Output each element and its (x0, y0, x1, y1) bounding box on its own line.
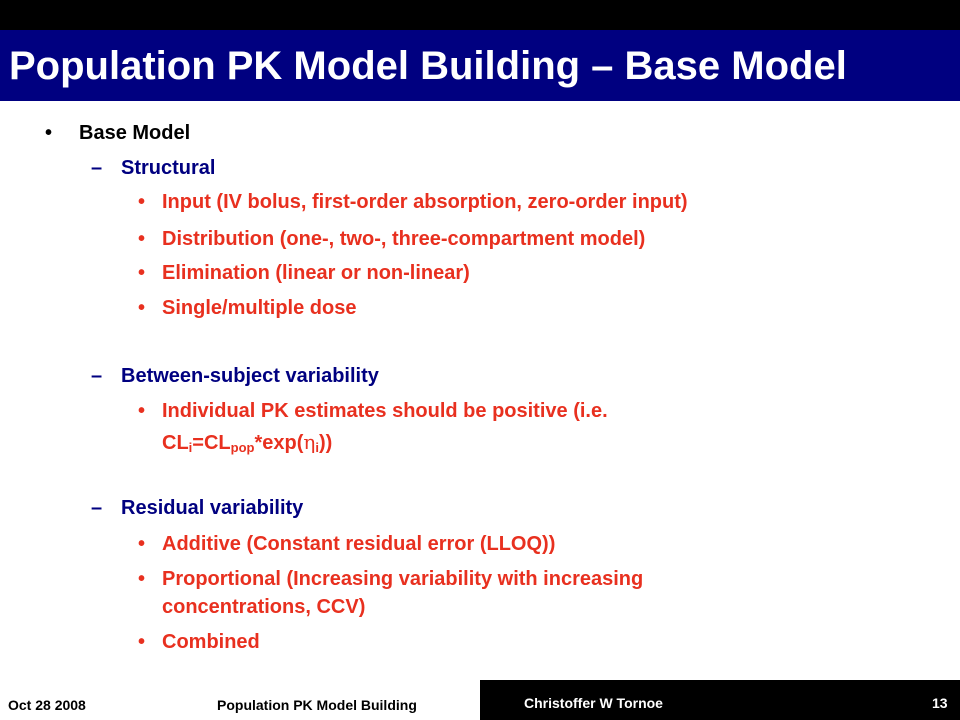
list-item-text: Individual PK estimates should be positive (i.e. (162, 400, 608, 422)
formula-close: )) (318, 432, 333, 454)
bullet-marker: • (138, 568, 146, 590)
cl-formula (162, 430, 332, 455)
bullet-marker: • (138, 228, 146, 250)
formula-cl: CL (162, 432, 189, 454)
list-item-text: concentrations, CCV) (162, 596, 366, 618)
page-number: 13 (932, 695, 948, 711)
dash-marker: – (91, 497, 103, 519)
bullet-marker: • (45, 122, 53, 144)
bullet-marker: • (138, 400, 146, 422)
formula-sub-pop: pop (230, 440, 255, 455)
bullet-base-model-text: Base Model (79, 122, 191, 144)
subheading-structural-text: Structural (121, 157, 216, 179)
bullet-marker: • (138, 262, 146, 284)
subheading-residual-text: Residual variability (121, 497, 304, 519)
list-item-text: Distribution (one-, two-, three-compartment model) (162, 228, 646, 250)
dash-marker: – (91, 157, 103, 179)
formula-sub-eta-i: i (315, 440, 319, 455)
footer-date: Oct 28 2008 (8, 697, 86, 713)
dash-marker: – (91, 365, 103, 387)
footer-author: Christoffer W Tornoe (524, 695, 663, 711)
list-item-text: Additive (Constant residual error (LLOQ)) (162, 533, 556, 555)
formula-equals-cl: =CL (192, 432, 231, 454)
list-item-text: Single/multiple dose (162, 297, 357, 319)
list-item-text: Proportional (Increasing variability with increasing (162, 568, 644, 590)
slide-title: Population PK Model Building – Base Model (9, 44, 847, 88)
bullet-marker: • (138, 297, 146, 319)
formula-exp: *exp( (254, 432, 304, 454)
subheading-bsv-text: Between-subject variability (121, 365, 379, 387)
bullet-marker: • (138, 631, 146, 653)
footer-title: Population PK Model Building (217, 697, 417, 713)
bullet-marker: • (138, 191, 146, 213)
list-item-text: Elimination (linear or non-linear) (162, 262, 470, 284)
list-item-text: Input (IV bolus, first-order absorption, zero-order input) (162, 191, 688, 213)
bullet-marker: • (138, 533, 146, 555)
formula-eta: η (303, 430, 316, 454)
formula-sub-i: i (188, 440, 193, 455)
list-item-text: Combined (162, 631, 260, 653)
